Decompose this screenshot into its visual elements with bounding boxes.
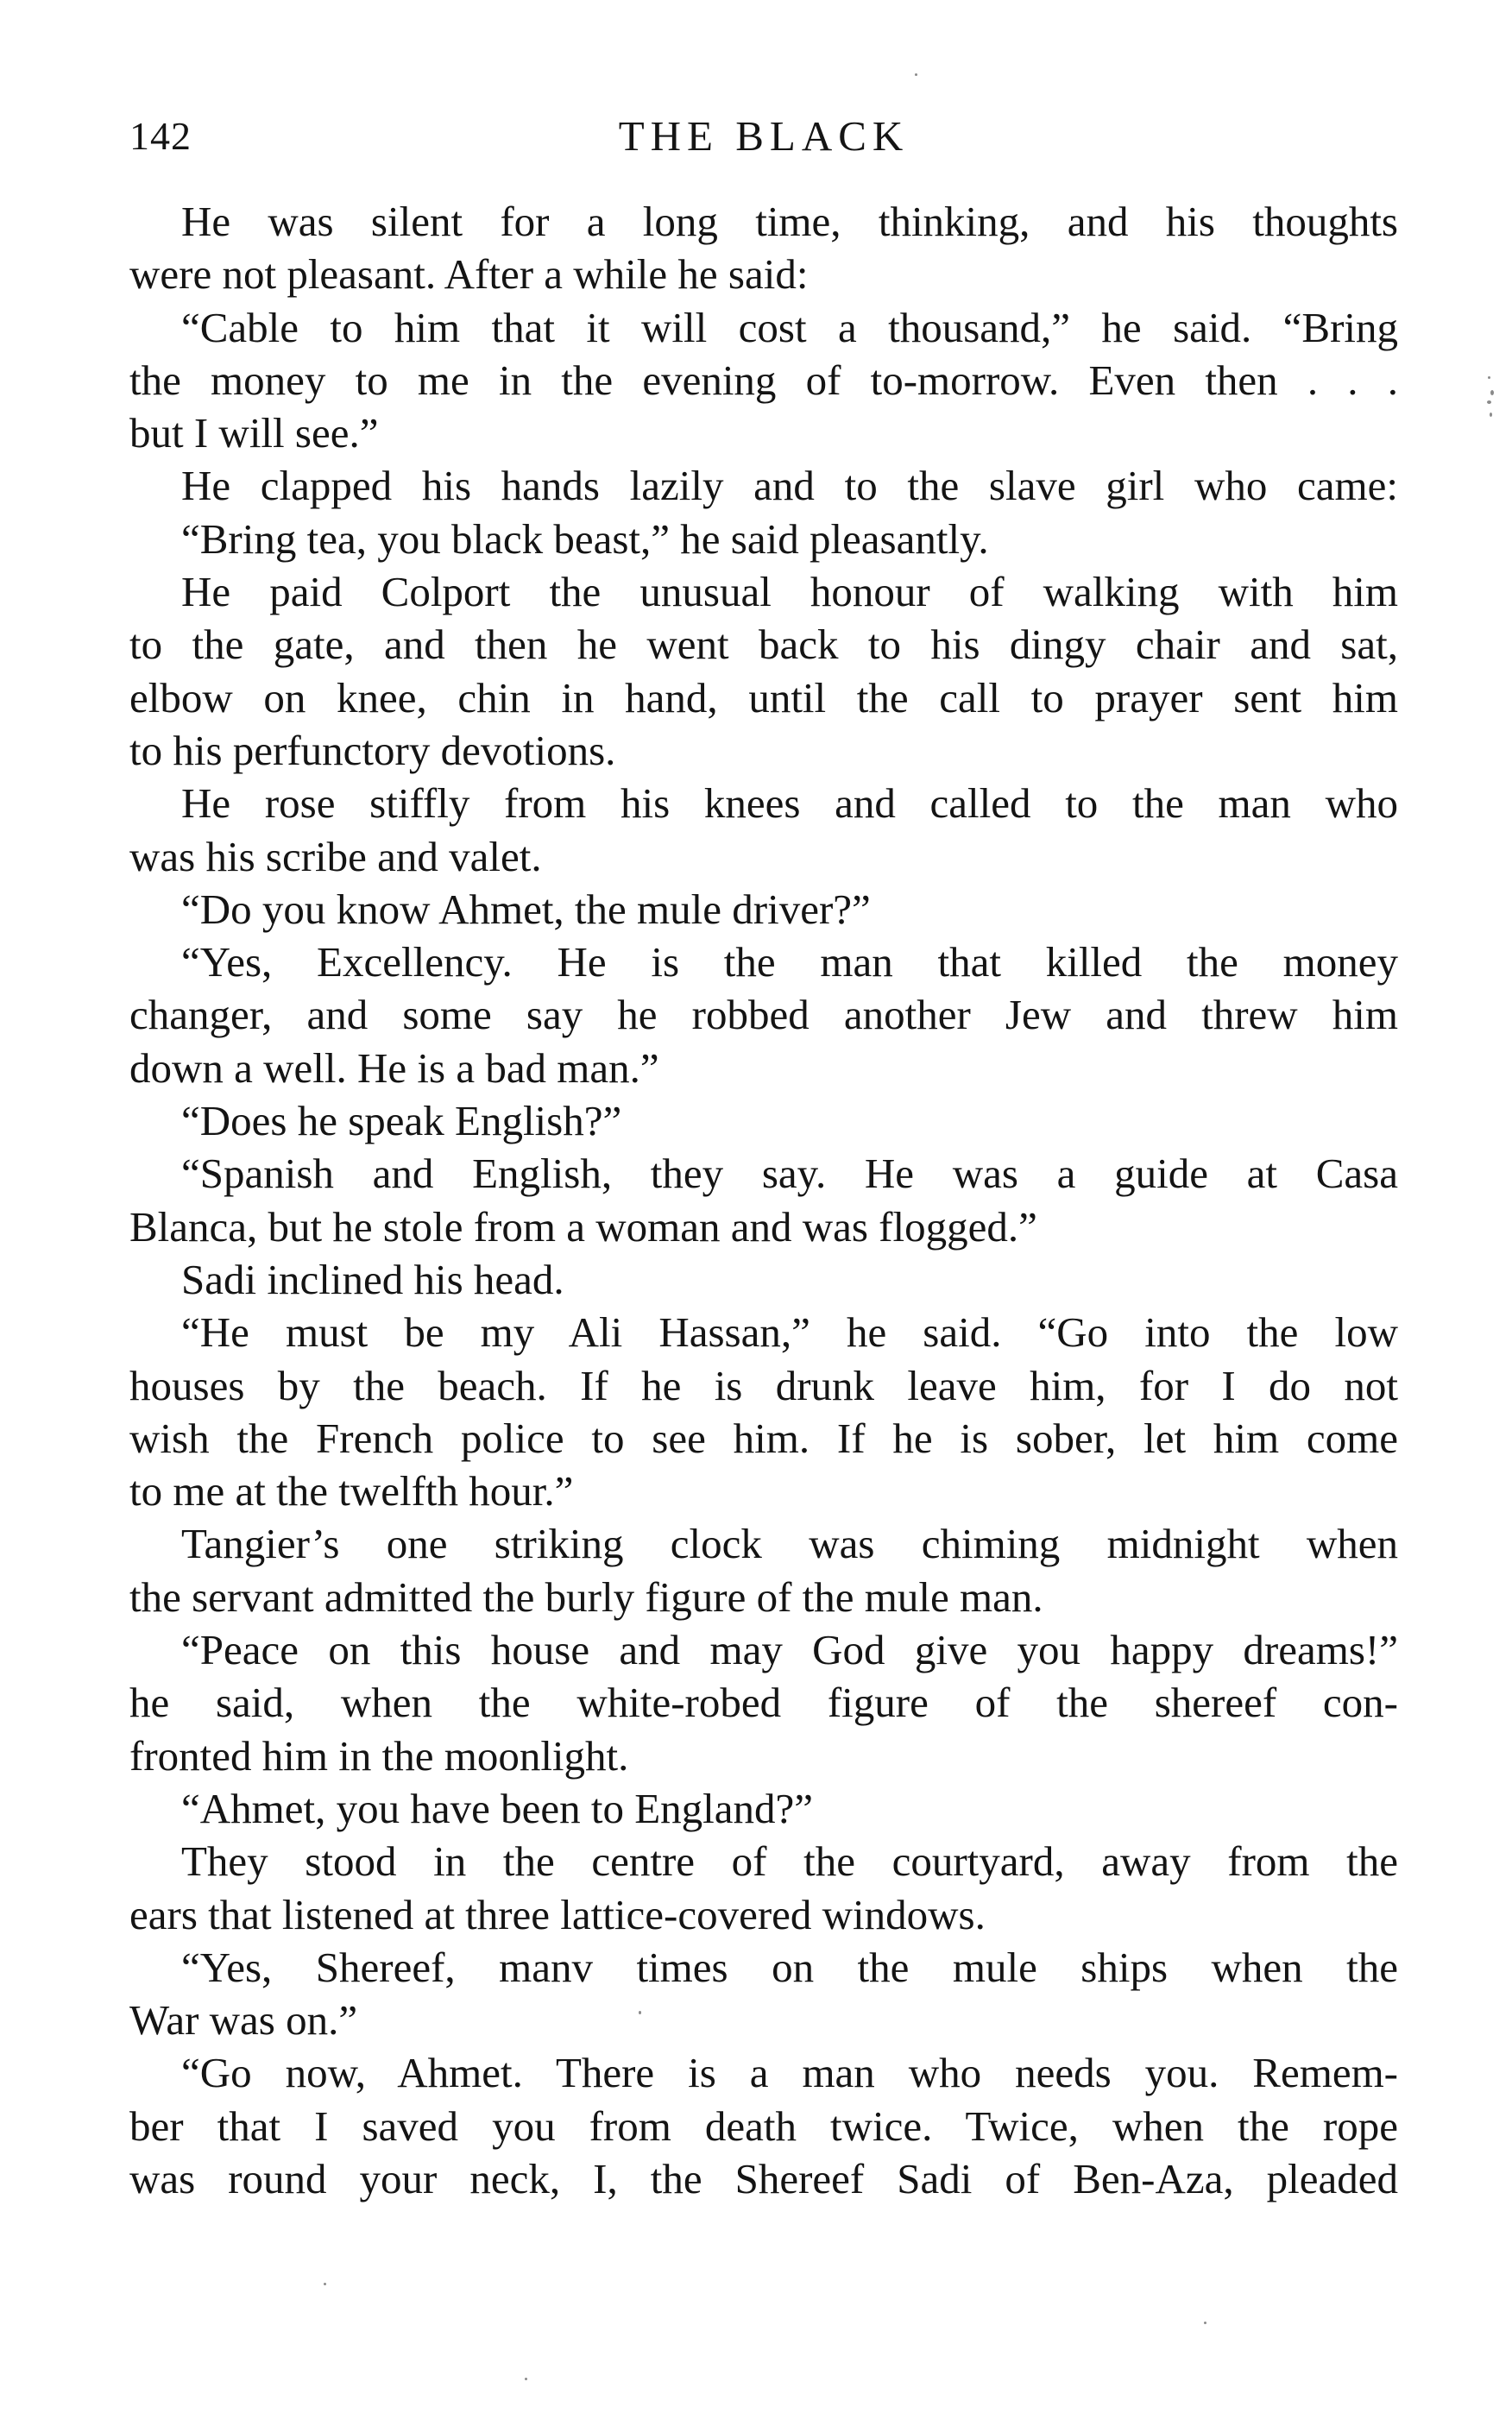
text-line: ber that I saved you from death twice. Twice, when the rope <box>129 2101 1398 2150</box>
page-speck <box>1204 2322 1206 2324</box>
text-line: “He must be my Ali Hassan,” he said. “Go into the low <box>181 1308 1398 1357</box>
text-line: “Do you know Ahmet, the mule driver?” <box>181 885 871 933</box>
page-header <box>129 110 1398 162</box>
text-line: He paid Colport the unusual honour of walking with him <box>181 568 1398 616</box>
text-line: He clapped his hands lazily and to the slave girl who came: <box>181 462 1398 510</box>
text-line: was round your neck, I, the Shereef Sadi of Ben-Aza, pleaded <box>129 2154 1398 2202</box>
text-line: “Cable to him that it will cost a thousand,” he said. “Bring <box>181 303 1398 351</box>
text-line: ears that listened at three lattice-covered windows. <box>129 1890 986 1938</box>
page-speck <box>525 2378 527 2380</box>
text-line: but I will see.” <box>129 409 379 457</box>
text-line: “Go now, Ahmet. There is a man who needs you. Remem- <box>181 2049 1398 2097</box>
text-line: were not pleasant. After a while he said: <box>129 250 809 299</box>
text-line: Tangier’s one striking clock was chiming midnight when <box>181 1520 1398 1568</box>
text-line: changer, and some say he robbed another Jew and threw him <box>129 991 1398 1039</box>
text-line: He rose stiffly from his knees and called to the man who <box>181 779 1398 828</box>
text-line: War was on.” <box>129 1996 358 2045</box>
text-line: down a well. He is a bad man.” <box>129 1043 659 1092</box>
text-line: “Peace on this house and may God give you happy dreams!” <box>181 1626 1398 1674</box>
text-line: “Yes, Excellency. He is the man that killed the money <box>181 938 1398 986</box>
text-line: wish the French police to see him. If he is sober, let him come <box>129 1414 1398 1462</box>
text-line: “Yes, Shereef, manv times on the mule ships when the <box>181 1943 1398 1991</box>
text-line: “Bring tea, you black beast,” he said pleasantly. <box>181 514 989 563</box>
text-line: “Ahmet, you have been to England?” <box>181 1784 814 1832</box>
text-line: to me at the twelfth hour.” <box>129 1467 574 1515</box>
text-line: to the gate, and then he went back to his dingy chair and sat, <box>129 621 1398 669</box>
margin-smudge <box>1486 371 1495 432</box>
page-speck <box>639 2011 641 2014</box>
text-line: he said, when the white-robed figure of the shereef con- <box>129 1679 1398 1727</box>
text-line: fronted him in the moonlight. <box>129 1731 629 1780</box>
text-line: “Spanish and English, they say. He was a guide at Casa <box>181 1150 1398 1198</box>
text-line: They stood in the centre of the courtyard, away from the <box>181 1837 1398 1886</box>
text-line: elbow on knee, chin in hand, until the call to prayer sent him <box>129 673 1398 721</box>
body-text <box>129 195 1398 2205</box>
text-line: Sadi inclined his head. <box>181 1255 564 1303</box>
text-line: the servant admitted the burly figure of the mule man. <box>129 1572 1043 1621</box>
text-line: He was silent for a long time, thinking, and his thoughts <box>181 198 1398 245</box>
page-speck <box>324 2283 326 2285</box>
text-line: “Does he speak English?” <box>181 1097 622 1145</box>
page-speck <box>915 73 917 76</box>
running-head: THE BLACK <box>618 112 910 160</box>
text-line: Blanca, but he stole from a woman and was flogged.” <box>129 1202 1037 1251</box>
text-line: houses by the beach. If he is drunk leave him, for I do not <box>129 1361 1398 1409</box>
text-line: was his scribe and valet. <box>129 832 542 880</box>
page-number: 142 <box>129 114 192 158</box>
text-line: the money to me in the evening of to-morrow. Even then . . . <box>129 356 1398 404</box>
text-line: to his perfunctory devotions. <box>129 726 616 774</box>
